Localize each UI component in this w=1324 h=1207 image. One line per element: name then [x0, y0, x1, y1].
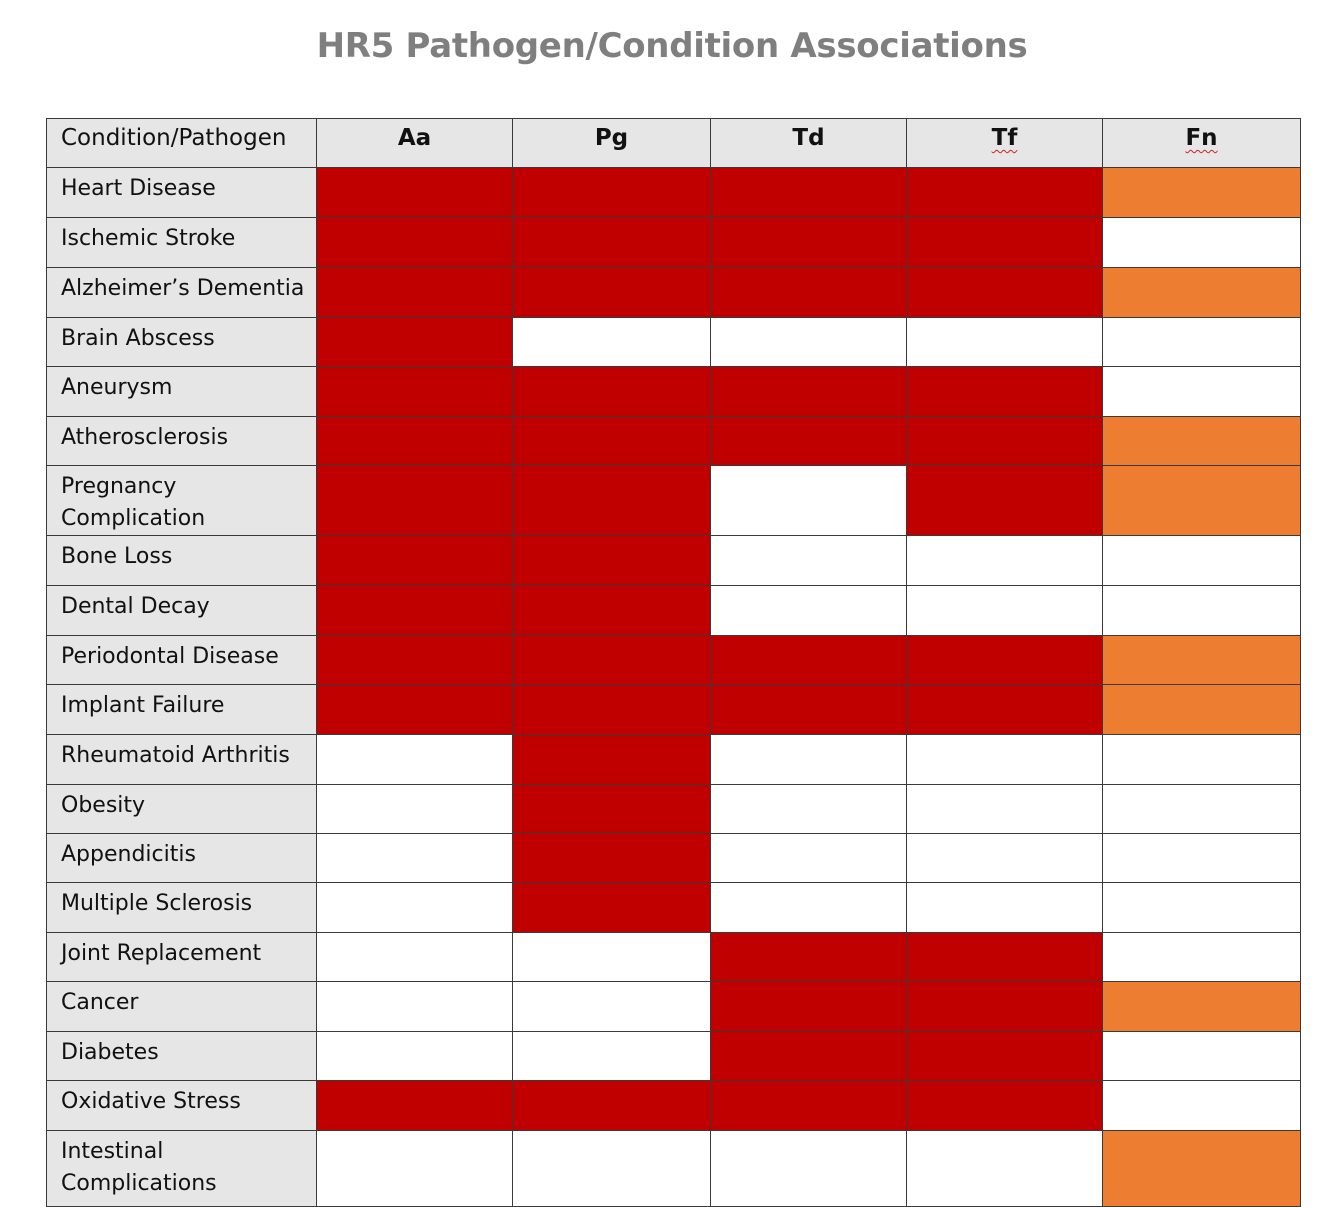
table-row — [47, 735, 1301, 785]
association-cell-none — [317, 883, 513, 933]
association-cell-strong — [513, 834, 711, 883]
association-cell-strong — [317, 318, 513, 367]
header-row — [47, 119, 1301, 168]
association-cell-strong — [317, 218, 513, 268]
table-row — [47, 536, 1301, 586]
association-cell-strong — [317, 536, 513, 586]
association-cell-none — [513, 933, 711, 982]
association-cell-strong — [513, 735, 711, 785]
condition-label: Atherosclerosis — [47, 417, 317, 466]
pathogen-header-pg — [513, 119, 711, 168]
table-row — [47, 1081, 1301, 1131]
association-cell-strong — [513, 586, 711, 636]
table-row — [47, 586, 1301, 636]
condition-label: Aneurysm — [47, 367, 317, 417]
association-cell-none — [317, 834, 513, 883]
condition-label: Brain Abscess — [47, 318, 317, 367]
table-row — [47, 834, 1301, 883]
condition-label: Joint Replacement — [47, 933, 317, 982]
association-cell-none — [711, 1131, 907, 1207]
association-cell-none — [1103, 586, 1301, 636]
association-cell-none — [1103, 1081, 1301, 1131]
association-cell-none — [907, 1131, 1103, 1207]
table-row — [47, 466, 1301, 536]
association-cell-strong — [317, 586, 513, 636]
association-cell-strong — [513, 883, 711, 933]
association-cell-strong — [711, 367, 907, 417]
association-cell-strong — [513, 417, 711, 466]
association-cell-moderate — [1103, 268, 1301, 318]
association-cell-none — [317, 785, 513, 834]
association-cell-none — [1103, 536, 1301, 586]
page-title: HR5 Pathogen/Condition Associations — [316, 26, 1028, 66]
association-cell-none — [907, 536, 1103, 586]
association-cell-none — [1103, 883, 1301, 933]
condition-label: Bone Loss — [47, 536, 317, 586]
condition-label: Implant Failure — [47, 685, 317, 735]
association-cell-moderate — [1103, 417, 1301, 466]
association-cell-strong — [907, 636, 1103, 685]
association-cell-moderate — [1103, 466, 1301, 536]
association-cell-none — [1103, 933, 1301, 982]
association-cell-none — [317, 1032, 513, 1081]
association-cell-strong — [711, 636, 907, 685]
corner-header: Condition/Pathogen — [47, 119, 317, 168]
association-cell-none — [907, 834, 1103, 883]
association-cell-strong — [907, 168, 1103, 218]
association-cell-none — [711, 586, 907, 636]
association-cell-none — [1103, 1032, 1301, 1081]
association-cell-none — [907, 785, 1103, 834]
association-cell-strong — [711, 218, 907, 268]
association-cell-none — [907, 318, 1103, 367]
association-cell-moderate — [1103, 636, 1301, 685]
association-cell-none — [711, 883, 907, 933]
association-cell-moderate — [1103, 168, 1301, 218]
table-row — [47, 1131, 1301, 1207]
condition-label: Appendicitis — [47, 834, 317, 883]
pathogen-header-fn — [1103, 119, 1301, 168]
table-row — [47, 933, 1301, 982]
association-cell-strong — [711, 933, 907, 982]
association-cell-none — [513, 318, 711, 367]
table-row — [47, 268, 1301, 318]
condition-label: Heart Disease — [47, 168, 317, 218]
association-cell-strong — [907, 268, 1103, 318]
association-cell-strong — [513, 1081, 711, 1131]
association-cell-none — [1103, 735, 1301, 785]
association-cell-none — [513, 982, 711, 1032]
association-cell-none — [907, 586, 1103, 636]
association-cell-none — [711, 466, 907, 536]
pathogen-header-aa — [317, 119, 513, 168]
association-cell-strong — [317, 1081, 513, 1131]
association-cell-none — [513, 1032, 711, 1081]
association-cell-strong — [907, 1032, 1103, 1081]
association-cell-strong — [711, 685, 907, 735]
association-cell-strong — [513, 218, 711, 268]
association-cell-strong — [513, 636, 711, 685]
condition-label: Obesity — [47, 785, 317, 834]
association-cell-strong — [711, 268, 907, 318]
association-cell-strong — [907, 417, 1103, 466]
association-cell-none — [317, 933, 513, 982]
association-cell-strong — [317, 685, 513, 735]
association-cell-strong — [513, 268, 711, 318]
association-cell-strong — [513, 536, 711, 586]
association-cell-strong — [907, 1081, 1103, 1131]
table-row — [47, 785, 1301, 834]
association-cell-none — [711, 735, 907, 785]
association-cell-moderate — [1103, 1131, 1301, 1207]
table-row — [47, 318, 1301, 367]
association-cell-strong — [907, 367, 1103, 417]
association-cell-strong — [513, 367, 711, 417]
association-cell-strong — [711, 982, 907, 1032]
association-cell-strong — [711, 1032, 907, 1081]
association-cell-strong — [907, 982, 1103, 1032]
association-cell-none — [1103, 785, 1301, 834]
condition-label: Cancer — [47, 982, 317, 1032]
condition-label: Oxidative Stress — [47, 1081, 317, 1131]
pathogen-label: Td — [792, 125, 825, 151]
association-cell-none — [711, 834, 907, 883]
association-cell-none — [907, 735, 1103, 785]
association-cell-none — [1103, 834, 1301, 883]
pathogen-header-tf — [907, 119, 1103, 168]
association-cell-strong — [317, 367, 513, 417]
pathogen-label: Fn — [1185, 125, 1218, 151]
association-cell-none — [907, 883, 1103, 933]
table-row — [47, 636, 1301, 685]
table-row — [47, 883, 1301, 933]
condition-label: Ischemic Stroke — [47, 218, 317, 268]
association-cell-strong — [317, 417, 513, 466]
condition-label: Diabetes — [47, 1032, 317, 1081]
condition-label: Multiple Sclerosis — [47, 883, 317, 933]
pathogen-header-td — [711, 119, 907, 168]
table-row — [47, 982, 1301, 1032]
association-cell-none — [1103, 367, 1301, 417]
association-cell-moderate — [1103, 685, 1301, 735]
association-cell-none — [1103, 218, 1301, 268]
association-cell-none — [711, 785, 907, 834]
association-cell-none — [317, 1131, 513, 1207]
association-cell-none — [711, 536, 907, 586]
association-cell-strong — [513, 466, 711, 536]
condition-label: Rheumatoid Arthritis — [47, 735, 317, 785]
condition-label: Dental Decay — [47, 586, 317, 636]
association-cell-none — [711, 318, 907, 367]
association-cell-none — [513, 1131, 711, 1207]
association-cell-none — [1103, 318, 1301, 367]
table-row — [47, 417, 1301, 466]
association-table — [46, 118, 1301, 1207]
association-cell-none — [317, 735, 513, 785]
pathogen-label: Pg — [594, 125, 629, 151]
association-cell-moderate — [1103, 982, 1301, 1032]
association-cell-strong — [317, 636, 513, 685]
table-row — [47, 367, 1301, 417]
association-cell-strong — [907, 685, 1103, 735]
association-cell-strong — [711, 417, 907, 466]
condition-label: Pregnancy Complication — [47, 466, 317, 536]
association-cell-strong — [907, 933, 1103, 982]
table-row — [47, 1032, 1301, 1081]
pathogen-label: Aa — [397, 125, 432, 151]
condition-label: Intestinal Complications — [47, 1131, 317, 1207]
association-cell-strong — [711, 1081, 907, 1131]
association-cell-strong — [711, 168, 907, 218]
association-cell-strong — [317, 466, 513, 536]
association-cell-none — [317, 982, 513, 1032]
table-row — [47, 218, 1301, 268]
association-cell-strong — [317, 168, 513, 218]
table-row — [47, 168, 1301, 218]
association-cell-strong — [513, 785, 711, 834]
condition-label: Alzheimer’s Dementia — [47, 268, 317, 318]
association-cell-strong — [907, 466, 1103, 536]
association-cell-strong — [513, 168, 711, 218]
association-cell-strong — [513, 685, 711, 735]
association-cell-strong — [317, 268, 513, 318]
association-cell-strong — [907, 218, 1103, 268]
table-row — [47, 685, 1301, 735]
pathogen-label: Tf — [991, 125, 1018, 151]
condition-label: Periodontal Disease — [47, 636, 317, 685]
